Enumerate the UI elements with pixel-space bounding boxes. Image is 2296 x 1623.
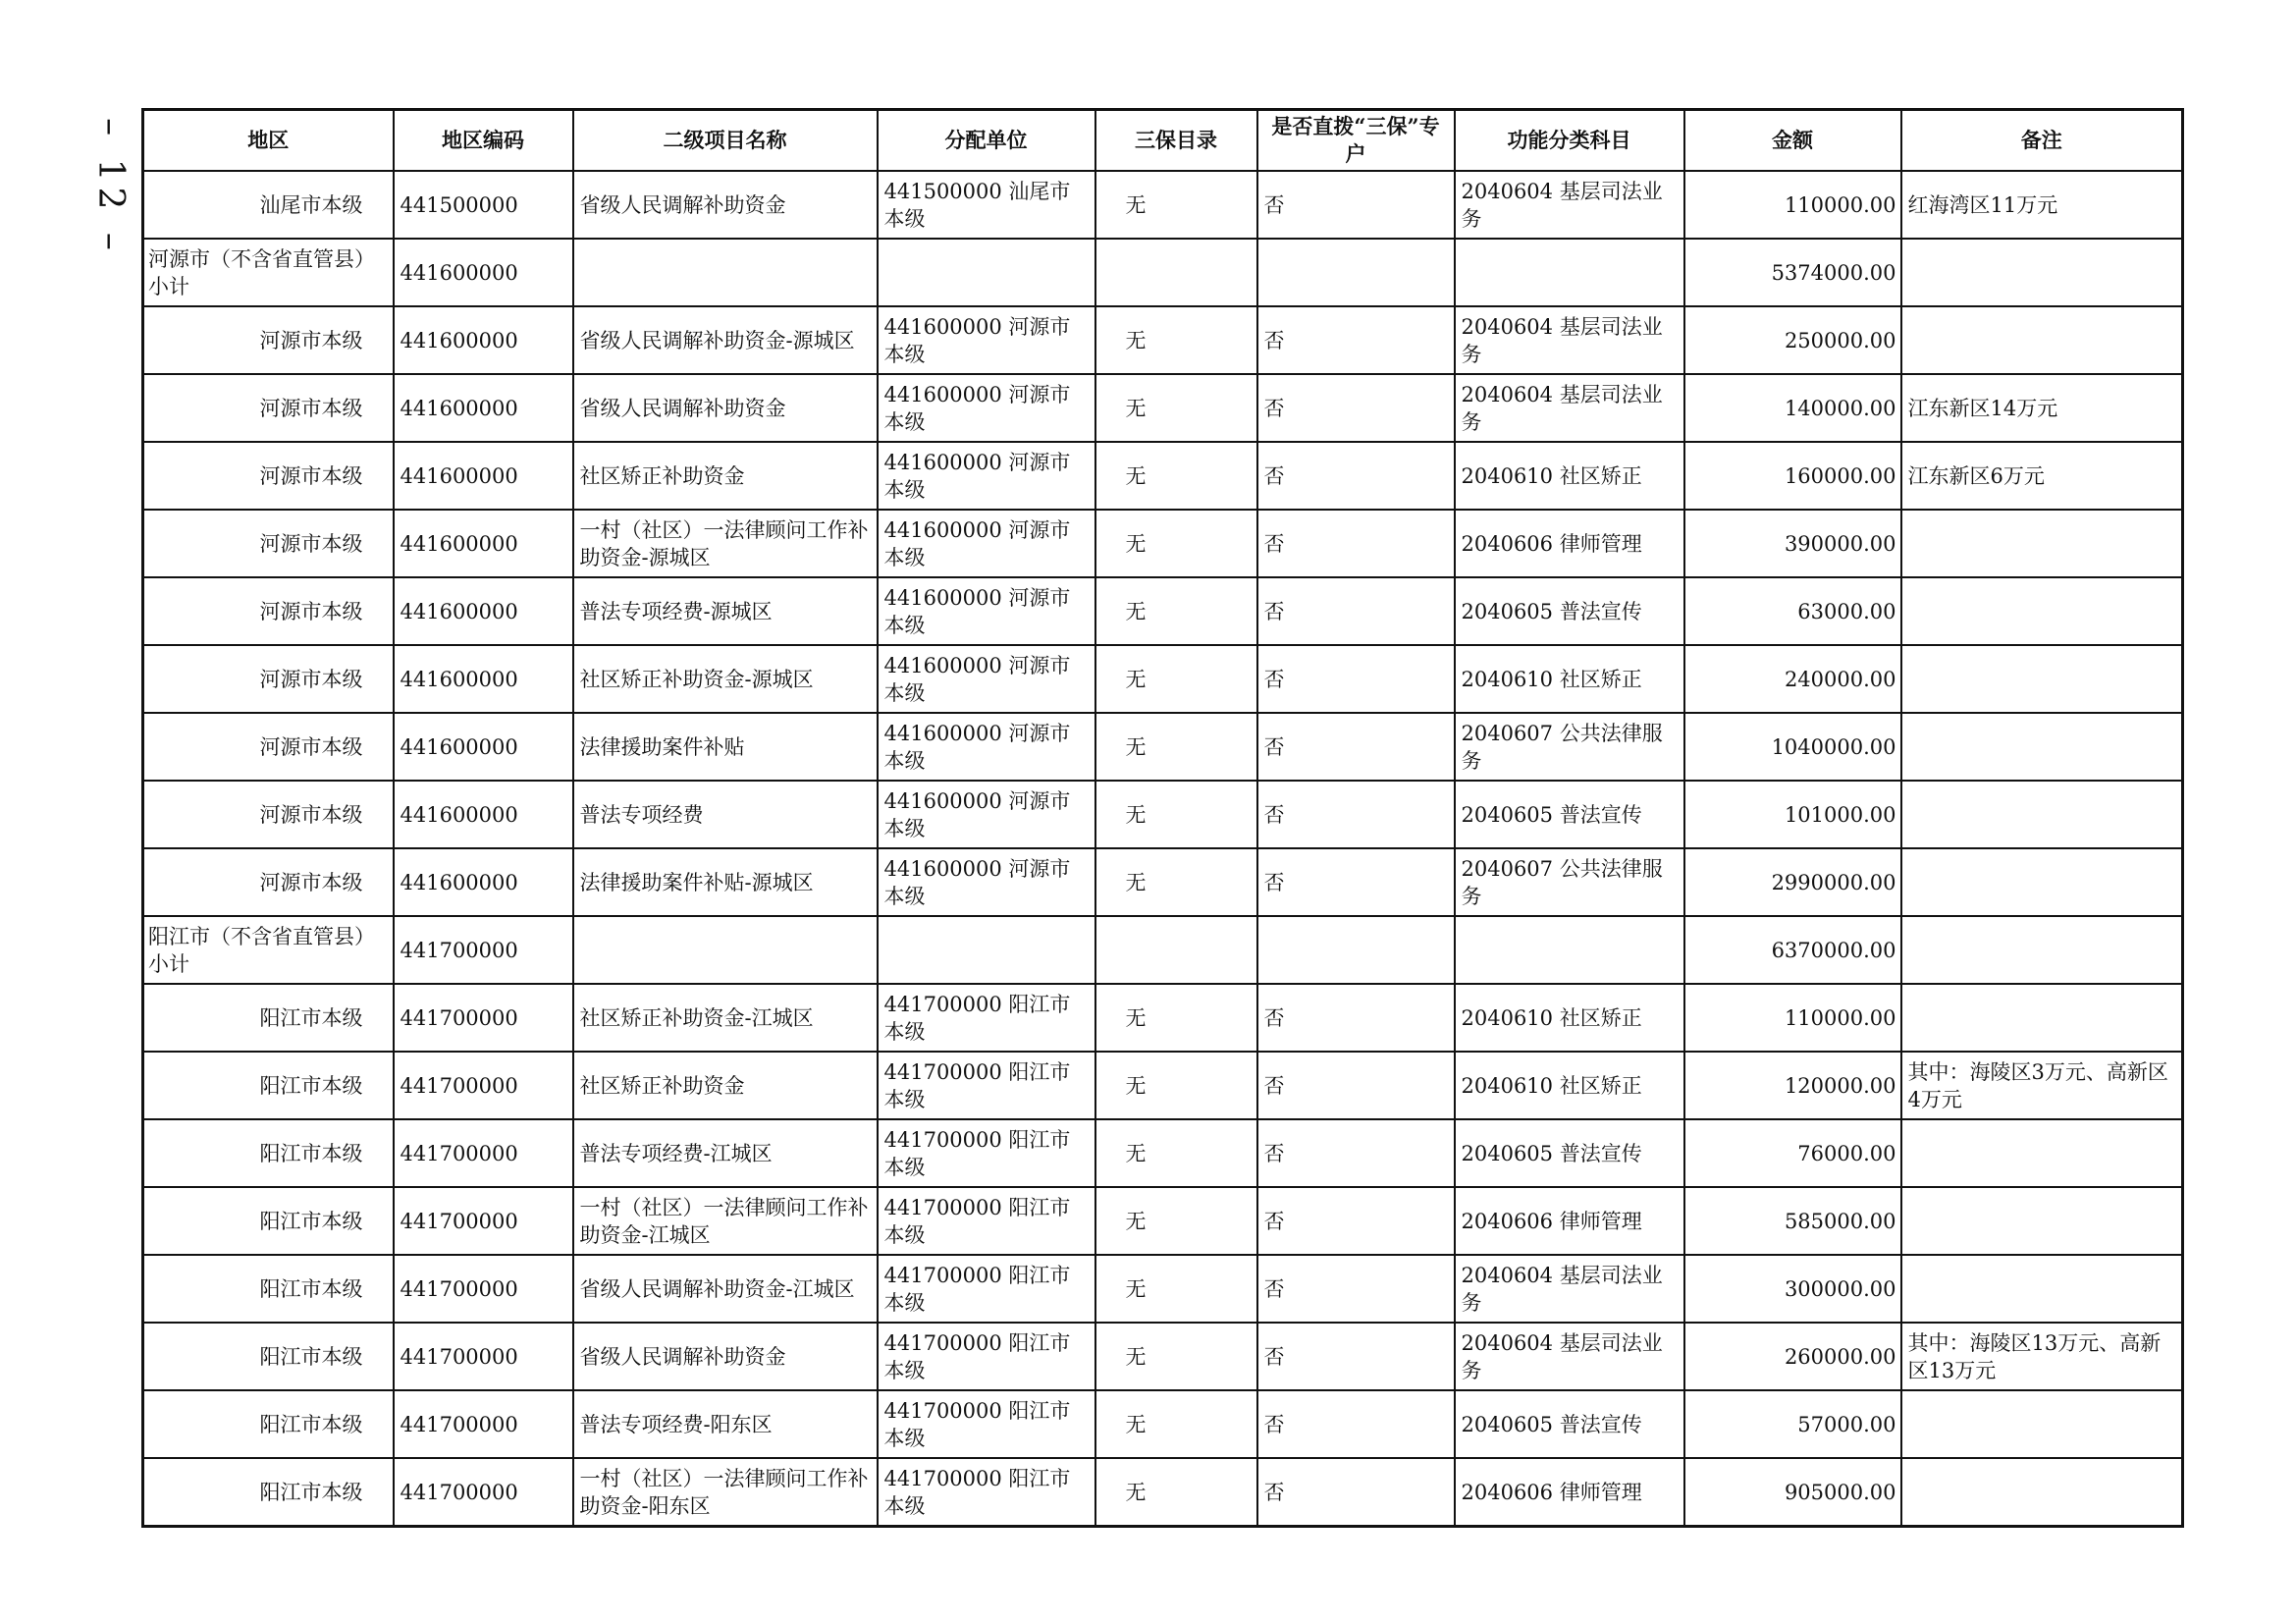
cell-amount: 905000.00 — [1684, 1458, 1901, 1527]
cell-code: 441600000 — [394, 781, 573, 848]
cell-region: 河源市本级 — [143, 306, 394, 374]
cell-sanbao: 无 — [1095, 171, 1257, 239]
cell-code: 441600000 — [394, 306, 573, 374]
cell-sanbao: 无 — [1095, 1119, 1257, 1187]
cell-subject: 2040604 基层司法业务 — [1455, 1255, 1684, 1323]
cell-unit: 441600000 河源市本级 — [878, 645, 1095, 713]
cell-region: 阳江市本级 — [143, 1187, 394, 1255]
cell-amount: 120000.00 — [1684, 1052, 1901, 1119]
cell-sanbao: 无 — [1095, 645, 1257, 713]
header-row — [143, 110, 2183, 172]
cell-unit: 441600000 河源市本级 — [878, 577, 1095, 645]
cell-subject: 2040610 社区矫正 — [1455, 984, 1684, 1052]
cell-note — [1901, 306, 2183, 374]
cell-note — [1901, 916, 2183, 984]
cell-direct: 否 — [1257, 1052, 1455, 1119]
cell-region: 河源市本级 — [143, 781, 394, 848]
table-row — [143, 1390, 2183, 1458]
cell-note — [1901, 1255, 2183, 1323]
cell-project: 社区矫正补助资金-源城区 — [573, 645, 878, 713]
cell-unit: 441500000 汕尾市本级 — [878, 171, 1095, 239]
cell-direct: 否 — [1257, 171, 1455, 239]
cell-note — [1901, 1458, 2183, 1527]
table-row — [143, 781, 2183, 848]
cell-note — [1901, 781, 2183, 848]
cell-direct — [1257, 239, 1455, 306]
cell-sanbao: 无 — [1095, 577, 1257, 645]
cell-region: 阳江市本级 — [143, 1052, 394, 1119]
cell-note — [1901, 577, 2183, 645]
cell-region: 河源市本级 — [143, 510, 394, 577]
cell-direct: 否 — [1257, 1458, 1455, 1527]
cell-region: 河源市本级 — [143, 848, 394, 916]
cell-note — [1901, 848, 2183, 916]
cell-direct: 否 — [1257, 1187, 1455, 1255]
cell-subject: 2040604 基层司法业务 — [1455, 171, 1684, 239]
cell-region: 河源市本级 — [143, 442, 394, 510]
cell-unit: 441700000 阳江市本级 — [878, 1052, 1095, 1119]
cell-code: 441600000 — [394, 848, 573, 916]
cell-direct: 否 — [1257, 713, 1455, 781]
cell-code: 441700000 — [394, 1052, 573, 1119]
cell-direct: 否 — [1257, 645, 1455, 713]
table-row — [143, 1323, 2183, 1390]
cell-subject: 2040605 普法宣传 — [1455, 1119, 1684, 1187]
table-row — [143, 1052, 2183, 1119]
cell-note — [1901, 1390, 2183, 1458]
cell-amount: 110000.00 — [1684, 171, 1901, 239]
cell-project: 社区矫正补助资金-江城区 — [573, 984, 878, 1052]
cell-code: 441600000 — [394, 713, 573, 781]
subtotal-row — [143, 239, 2183, 306]
cell-amount: 585000.00 — [1684, 1187, 1901, 1255]
cell-code: 441700000 — [394, 1119, 573, 1187]
cell-note — [1901, 645, 2183, 713]
table-row — [143, 442, 2183, 510]
cell-note — [1901, 713, 2183, 781]
cell-note: 江东新区6万元 — [1901, 442, 2183, 510]
cell-region: 阳江市本级 — [143, 1390, 394, 1458]
allocation-table — [141, 108, 2184, 1528]
cell-direct: 否 — [1257, 306, 1455, 374]
cell-region: 阳江市本级 — [143, 1323, 394, 1390]
cell-project: 省级人民调解补助资金 — [573, 171, 878, 239]
header-region: 地区 — [143, 110, 394, 172]
cell-subject — [1455, 916, 1684, 984]
cell-code: 441700000 — [394, 1390, 573, 1458]
cell-unit: 441600000 河源市本级 — [878, 374, 1095, 442]
cell-region: 河源市本级 — [143, 374, 394, 442]
header-project: 二级项目名称 — [573, 110, 878, 172]
header-amount: 金额 — [1684, 110, 1901, 172]
cell-amount: 390000.00 — [1684, 510, 1901, 577]
cell-subject: 2040610 社区矫正 — [1455, 1052, 1684, 1119]
cell-amount: 260000.00 — [1684, 1323, 1901, 1390]
cell-region: 阳江市本级 — [143, 984, 394, 1052]
cell-amount: 300000.00 — [1684, 1255, 1901, 1323]
cell-code: 441700000 — [394, 1323, 573, 1390]
cell-region: 汕尾市本级 — [143, 171, 394, 239]
cell-project: 社区矫正补助资金 — [573, 1052, 878, 1119]
cell-amount: 160000.00 — [1684, 442, 1901, 510]
cell-code: 441500000 — [394, 171, 573, 239]
cell-region: 河源市（不含省直管县）小计 — [143, 239, 394, 306]
header-unit: 分配单位 — [878, 110, 1095, 172]
cell-subject: 2040604 基层司法业务 — [1455, 374, 1684, 442]
cell-project: 一村（社区）一法律顾问工作补助资金-江城区 — [573, 1187, 878, 1255]
table-row — [143, 510, 2183, 577]
cell-subject: 2040606 律师管理 — [1455, 1187, 1684, 1255]
subtotal-row — [143, 916, 2183, 984]
cell-sanbao: 无 — [1095, 374, 1257, 442]
cell-region: 河源市本级 — [143, 645, 394, 713]
cell-unit: 441600000 河源市本级 — [878, 306, 1095, 374]
cell-amount: 250000.00 — [1684, 306, 1901, 374]
cell-region: 阳江市本级 — [143, 1255, 394, 1323]
cell-subject: 2040610 社区矫正 — [1455, 442, 1684, 510]
cell-sanbao: 无 — [1095, 306, 1257, 374]
cell-project — [573, 239, 878, 306]
cell-direct — [1257, 916, 1455, 984]
cell-amount: 5374000.00 — [1684, 239, 1901, 306]
cell-amount: 110000.00 — [1684, 984, 1901, 1052]
cell-subject: 2040605 普法宣传 — [1455, 781, 1684, 848]
cell-subject: 2040607 公共法律服务 — [1455, 848, 1684, 916]
cell-unit: 441700000 阳江市本级 — [878, 984, 1095, 1052]
table-row — [143, 848, 2183, 916]
cell-note — [1901, 1187, 2183, 1255]
cell-unit — [878, 239, 1095, 306]
cell-sanbao: 无 — [1095, 1052, 1257, 1119]
cell-code: 441600000 — [394, 510, 573, 577]
cell-subject: 2040606 律师管理 — [1455, 510, 1684, 577]
cell-note: 其中：海陵区3万元、高新区4万元 — [1901, 1052, 2183, 1119]
cell-direct: 否 — [1257, 374, 1455, 442]
cell-direct: 否 — [1257, 1323, 1455, 1390]
table-row — [143, 1187, 2183, 1255]
cell-unit: 441600000 河源市本级 — [878, 781, 1095, 848]
cell-unit: 441700000 阳江市本级 — [878, 1255, 1095, 1323]
table-row — [143, 1255, 2183, 1323]
cell-direct: 否 — [1257, 1390, 1455, 1458]
cell-unit: 441700000 阳江市本级 — [878, 1323, 1095, 1390]
cell-unit — [878, 916, 1095, 984]
table-row — [143, 1119, 2183, 1187]
cell-project: 法律援助案件补贴 — [573, 713, 878, 781]
cell-subject: 2040605 普法宣传 — [1455, 1390, 1684, 1458]
cell-code: 441700000 — [394, 1458, 573, 1527]
cell-sanbao: 无 — [1095, 1255, 1257, 1323]
cell-amount: 63000.00 — [1684, 577, 1901, 645]
cell-note: 江东新区14万元 — [1901, 374, 2183, 442]
cell-unit: 441700000 阳江市本级 — [878, 1119, 1095, 1187]
cell-sanbao: 无 — [1095, 1390, 1257, 1458]
table-row — [143, 1458, 2183, 1527]
cell-project: 一村（社区）一法律顾问工作补助资金-阳东区 — [573, 1458, 878, 1527]
cell-sanbao: 无 — [1095, 848, 1257, 916]
cell-subject: 2040610 社区矫正 — [1455, 645, 1684, 713]
cell-note — [1901, 510, 2183, 577]
table-row — [143, 306, 2183, 374]
cell-sanbao — [1095, 916, 1257, 984]
header-sanbao: 三保目录 — [1095, 110, 1257, 172]
cell-project: 社区矫正补助资金 — [573, 442, 878, 510]
table-row — [143, 984, 2183, 1052]
cell-code: 441600000 — [394, 442, 573, 510]
cell-subject: 2040604 基层司法业务 — [1455, 1323, 1684, 1390]
cell-direct: 否 — [1257, 442, 1455, 510]
cell-region: 阳江市（不含省直管县）小计 — [143, 916, 394, 984]
cell-note — [1901, 1119, 2183, 1187]
cell-amount: 240000.00 — [1684, 645, 1901, 713]
cell-note — [1901, 984, 2183, 1052]
cell-amount: 76000.00 — [1684, 1119, 1901, 1187]
cell-unit: 441600000 河源市本级 — [878, 713, 1095, 781]
page-number: – 12 – — [89, 118, 131, 256]
cell-project: 省级人民调解补助资金-源城区 — [573, 306, 878, 374]
cell-code: 441700000 — [394, 1255, 573, 1323]
cell-subject: 2040605 普法宣传 — [1455, 577, 1684, 645]
cell-region: 河源市本级 — [143, 577, 394, 645]
cell-project: 普法专项经费-阳东区 — [573, 1390, 878, 1458]
cell-sanbao: 无 — [1095, 713, 1257, 781]
cell-project: 法律援助案件补贴-源城区 — [573, 848, 878, 916]
cell-direct: 否 — [1257, 848, 1455, 916]
cell-note — [1901, 239, 2183, 306]
header-subject: 功能分类科目 — [1455, 110, 1684, 172]
table-row — [143, 577, 2183, 645]
cell-subject: 2040607 公共法律服务 — [1455, 713, 1684, 781]
cell-sanbao — [1095, 239, 1257, 306]
cell-code: 441700000 — [394, 916, 573, 984]
cell-project: 省级人民调解补助资金-江城区 — [573, 1255, 878, 1323]
cell-sanbao: 无 — [1095, 442, 1257, 510]
table-row — [143, 713, 2183, 781]
cell-unit: 441700000 阳江市本级 — [878, 1458, 1095, 1527]
cell-project: 普法专项经费-江城区 — [573, 1119, 878, 1187]
cell-region: 阳江市本级 — [143, 1119, 394, 1187]
cell-sanbao: 无 — [1095, 1323, 1257, 1390]
cell-direct: 否 — [1257, 577, 1455, 645]
table-body — [143, 171, 2183, 1527]
cell-project: 普法专项经费 — [573, 781, 878, 848]
cell-direct: 否 — [1257, 1255, 1455, 1323]
cell-code: 441700000 — [394, 984, 573, 1052]
cell-region: 阳江市本级 — [143, 1458, 394, 1527]
cell-unit: 441600000 河源市本级 — [878, 510, 1095, 577]
cell-unit: 441700000 阳江市本级 — [878, 1187, 1095, 1255]
cell-sanbao: 无 — [1095, 1458, 1257, 1527]
cell-region: 河源市本级 — [143, 713, 394, 781]
cell-subject: 2040606 律师管理 — [1455, 1458, 1684, 1527]
cell-direct: 否 — [1257, 984, 1455, 1052]
cell-project: 省级人民调解补助资金 — [573, 1323, 878, 1390]
table-row — [143, 171, 2183, 239]
header-direct: 是否直拨“三保”专户 — [1257, 110, 1455, 172]
cell-amount: 2990000.00 — [1684, 848, 1901, 916]
cell-amount: 140000.00 — [1684, 374, 1901, 442]
cell-unit: 441700000 阳江市本级 — [878, 1390, 1095, 1458]
cell-code: 441600000 — [394, 374, 573, 442]
cell-code: 441600000 — [394, 239, 573, 306]
cell-amount: 6370000.00 — [1684, 916, 1901, 984]
header-note: 备注 — [1901, 110, 2183, 172]
cell-code: 441600000 — [394, 577, 573, 645]
table-row — [143, 374, 2183, 442]
cell-sanbao: 无 — [1095, 510, 1257, 577]
cell-subject: 2040604 基层司法业务 — [1455, 306, 1684, 374]
cell-project — [573, 916, 878, 984]
cell-code: 441600000 — [394, 645, 573, 713]
cell-project: 一村（社区）一法律顾问工作补助资金-源城区 — [573, 510, 878, 577]
cell-amount: 101000.00 — [1684, 781, 1901, 848]
cell-project: 省级人民调解补助资金 — [573, 374, 878, 442]
cell-amount: 57000.00 — [1684, 1390, 1901, 1458]
cell-direct: 否 — [1257, 781, 1455, 848]
cell-direct: 否 — [1257, 1119, 1455, 1187]
cell-amount: 1040000.00 — [1684, 713, 1901, 781]
cell-unit: 441600000 河源市本级 — [878, 848, 1095, 916]
table-row — [143, 645, 2183, 713]
cell-sanbao: 无 — [1095, 984, 1257, 1052]
cell-sanbao: 无 — [1095, 1187, 1257, 1255]
cell-note: 其中：海陵区13万元、高新区13万元 — [1901, 1323, 2183, 1390]
header-code: 地区编码 — [394, 110, 573, 172]
cell-direct: 否 — [1257, 510, 1455, 577]
cell-sanbao: 无 — [1095, 781, 1257, 848]
cell-code: 441700000 — [394, 1187, 573, 1255]
cell-subject — [1455, 239, 1684, 306]
cell-unit: 441600000 河源市本级 — [878, 442, 1095, 510]
cell-project: 普法专项经费-源城区 — [573, 577, 878, 645]
cell-note: 红海湾区11万元 — [1901, 171, 2183, 239]
